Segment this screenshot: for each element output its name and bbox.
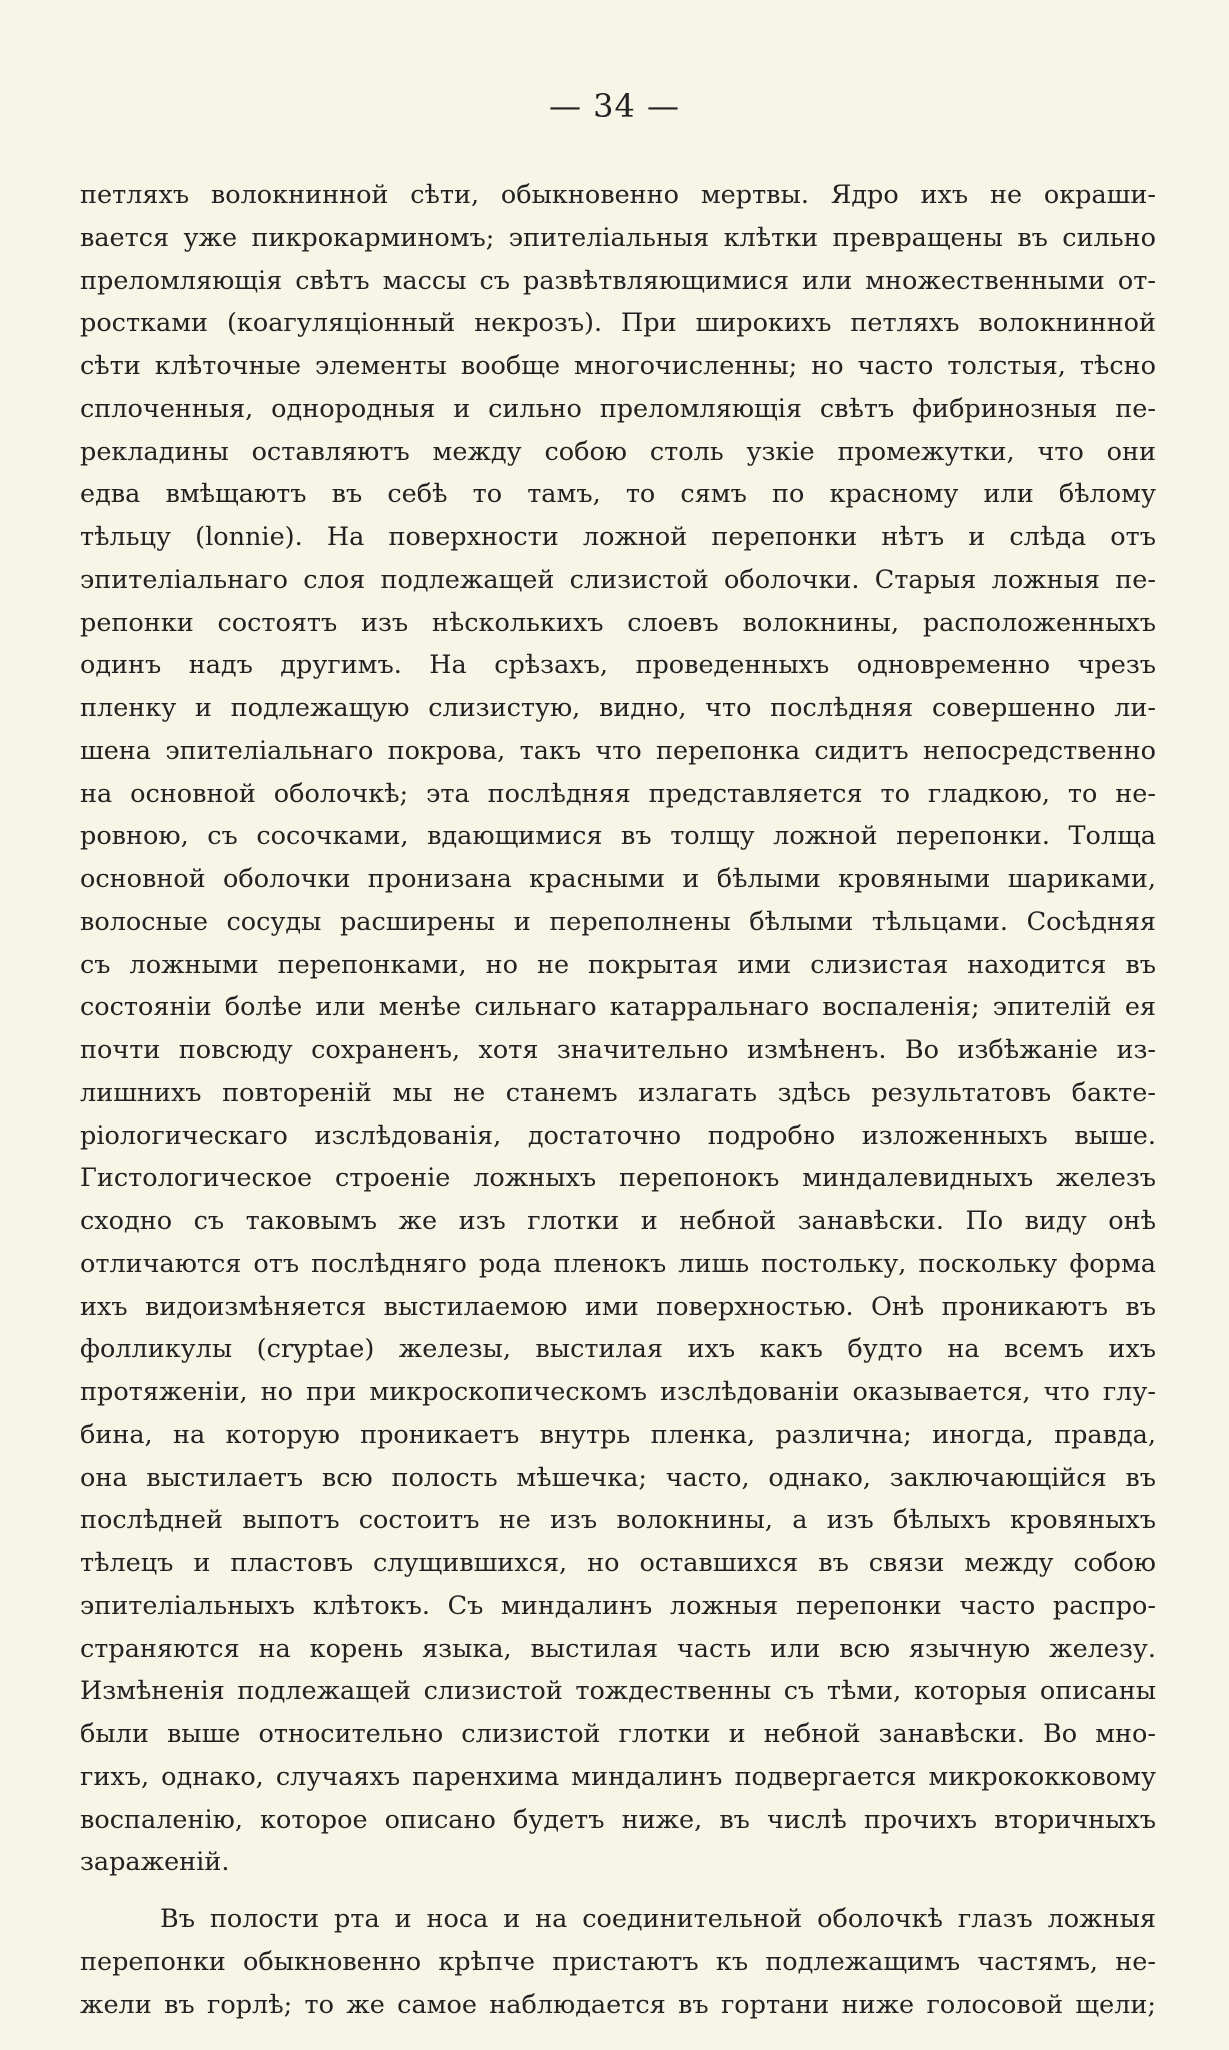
text-line: петляхъ волокнинной сѣти, обыкновенно мертвы. Ядро ихъ не окраши- xyxy=(80,180,1156,210)
text-line: гихъ, однако, случаяхъ паренхима миндалинъ подвергается микрококковому xyxy=(80,1761,1156,1792)
text-line: сплоченныя, однородныя и сильно преломляющія свѣтъ фибринозныя пе- xyxy=(80,393,1156,424)
text-line: отличаются отъ послѣдняго рода пленокъ лишь постольку, поскольку форма xyxy=(80,1248,1156,1279)
text-line: волосные сосуды расширены и переполнены бѣлыми тѣльцами. Сосѣдняя xyxy=(80,906,1156,937)
paragraph-gap xyxy=(80,1884,1156,1898)
text-line: съ ложными перепонками, но не покрытая ими слизистая находится въ xyxy=(80,949,1156,980)
text-line: перепонки обыкновенно крѣпче пристаютъ къ подлежащимъ частямъ, не- xyxy=(80,1946,1156,1977)
text-line: тѣлецъ и пластовъ слущившихся, но оставшихся въ связи между собою xyxy=(80,1548,1156,1578)
text-line: пленку и подлежащую слизистую, видно, что послѣдняя совершенно ли- xyxy=(80,693,1156,723)
text-line: эпителіальнаго слоя подлежащей слизистой оболочки. Старыя ложныя пе- xyxy=(80,564,1156,595)
text-line: шена эпителіальнаго покрова, такъ что перепонка сидитъ непосредственно xyxy=(80,735,1156,766)
page-number: — 34 — xyxy=(548,87,681,125)
text-line: едва вмѣщаютъ въ себѣ то тамъ, то сямъ по красному или бѣлому xyxy=(80,479,1156,510)
text-line: ровною, съ сосочками, вдающимися въ толщу ложной перепонки. Толща xyxy=(80,821,1156,852)
text-line: Гистологическое строеніе ложныхъ перепонокъ миндалевидныхъ железъ xyxy=(80,1163,1156,1194)
text-line: почти повсюду сохраненъ, хотя значительно измѣненъ. Во избѣжаніе из- xyxy=(80,1035,1156,1065)
text-line: тѣльцу (lonnie). На поверхности ложной перепонки нѣтъ и слѣда отъ xyxy=(80,522,1156,552)
text-line: бина, на которую проникаетъ внутрь пленка, различна; иногда, правда, xyxy=(80,1419,1156,1450)
text-line: вается уже пикрокарминомъ; эпителіальныя клѣтки превращены въ сильно xyxy=(80,222,1156,253)
text-line: состояніи болѣе или менѣе сильнаго катарральнаго воспаленія; эпителій ея xyxy=(80,992,1156,1023)
text-line: страняются на корень языка, выстилая часть или всю язычную железу. xyxy=(80,1633,1156,1664)
text-line: она выстилаетъ всю полость мѣшечка; часто, однако, заключающійся въ xyxy=(80,1462,1156,1493)
paragraph xyxy=(80,1898,1156,2026)
text-line: жели въ горлѣ; то же самое наблюдается въ гортани ниже голосовой щели; xyxy=(80,1989,1156,2020)
text-line: рекладины оставляютъ между собою столь узкіе промежутки, что они xyxy=(80,436,1156,467)
text-line: эпителіальныхъ клѣтокъ. Съ миндалинъ ложныя перепонки часто распро- xyxy=(80,1590,1156,1621)
text-line: основной оболочки пронизана красными и бѣлыми кровяными шариками, xyxy=(80,864,1156,894)
text-line: сходно съ таковымъ же изъ глотки и небной занавѣски. По виду онѣ xyxy=(80,1206,1156,1236)
text-line: были выше относительно слизистой глотки и небной занавѣски. Во мно- xyxy=(80,1719,1156,1749)
text-line: воспаленію, которое описано будетъ ниже, въ числѣ прочихъ вторичныхъ xyxy=(80,1804,1156,1835)
text-line: Въ полости рта и носа и на соединительной оболочкѣ глазъ ложныя xyxy=(160,1904,1156,1934)
text-line: на основной оболочкѣ; эта послѣдняя представляется то гладкою, то не- xyxy=(80,778,1156,809)
paragraph xyxy=(80,174,1156,1884)
text-line: ихъ видоизмѣняется выстилаемою ими поверхностью. Онѣ проникаютъ въ xyxy=(80,1291,1156,1322)
text-line: ростками (коагуляціонный некрозъ). При широкихъ петляхъ волокнинной xyxy=(80,308,1156,339)
text-line: протяженіи, но при микроскопическомъ изслѣдованіи оказывается, что глу- xyxy=(80,1377,1156,1407)
text-line: сѣти клѣточные элементы вообще многочисленны; но часто толстыя, тѣсно xyxy=(80,351,1156,381)
text-line: преломляющія свѣтъ массы съ развѣтвляющимися или множественными от- xyxy=(80,265,1156,296)
text-line: послѣдней выпотъ состоитъ не изъ волокнины, а изъ бѣлыхъ кровяныхъ xyxy=(80,1505,1156,1536)
text-line: одинъ надъ другимъ. На срѣзахъ, проведенныхъ одновременно чрезъ xyxy=(80,650,1156,681)
text-line: лишнихъ повтореній мы не станемъ излагать здѣсь результатовъ бакте- xyxy=(80,1077,1156,1108)
text-line: ріологическаго изслѣдованія, достаточно подробно изложенныхъ выше. xyxy=(80,1120,1156,1151)
text-line: фолликулы (cryptae) железы, выстилая ихъ какъ будто на всемъ ихъ xyxy=(80,1334,1156,1365)
text-line: Измѣненія подлежащей слизистой тождественны съ тѣми, которыя описаны xyxy=(80,1676,1156,1707)
body-text xyxy=(80,174,1156,2026)
text-line: репонки состоятъ изъ нѣсколькихъ слоевъ волокнины, расположенныхъ xyxy=(80,607,1156,638)
text-line: зараженій. xyxy=(80,1847,230,1878)
